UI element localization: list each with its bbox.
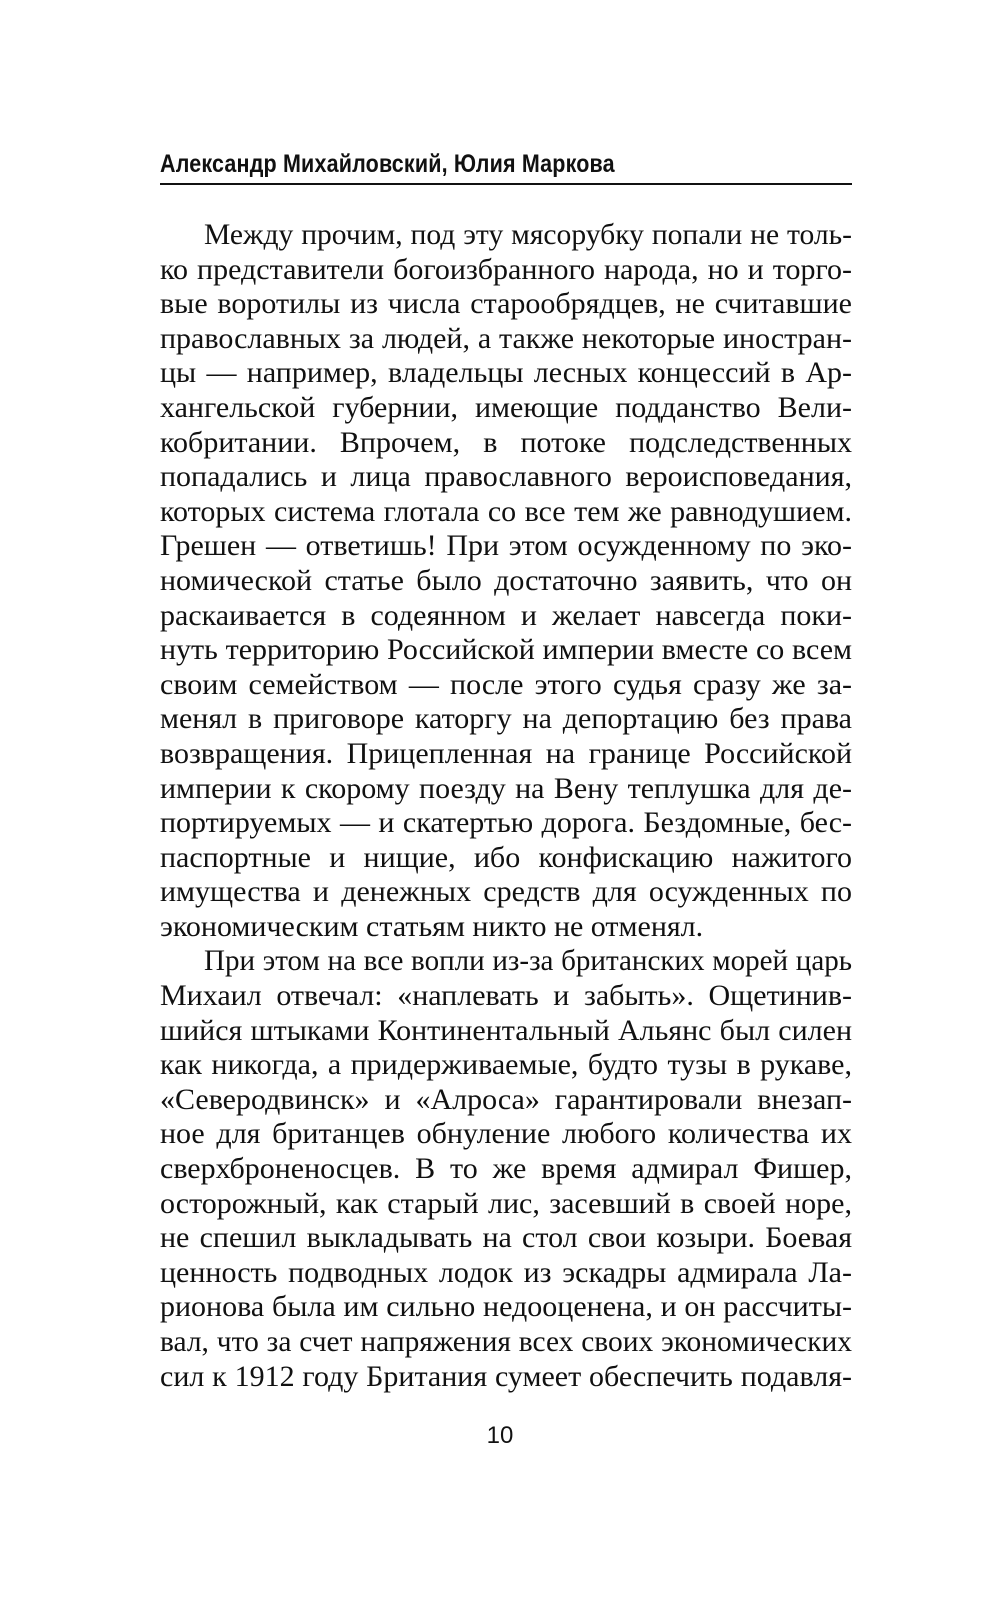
text-line: «Северодвинск» и «Алроса» гарантировали внезап- [160, 1082, 852, 1116]
paragraph-1 [160, 218, 852, 944]
text-line: менял в приговоре каторгу на депортацию без права [160, 702, 852, 736]
text-line: империи к скорому поезду на Вену теплушка для де- [160, 771, 852, 805]
text-line: вые воротилы из числа старообрядцев, не считавшие [160, 287, 852, 321]
text-line: портируемых — и скатертью дорога. Бездомные, бес- [160, 806, 852, 840]
text-line: раскаивается в содеянном и желает навсегда поки- [160, 598, 852, 632]
text-line: своим семейством — после этого судья сразу же за- [160, 667, 852, 701]
text-line: кобритании. Впрочем, в потоке подследственных [160, 425, 852, 459]
text-line: Между прочим, под эту мясорубку попали не толь- [204, 219, 852, 251]
text-line: При этом на все вопли из-за британских морей царь [204, 945, 852, 978]
text-line: нуть территорию Российской империи вместе со всем [160, 633, 852, 667]
text-line: шийся штыками Континентальный Альянс был силен [160, 1013, 852, 1047]
page-number: 10 [486, 1422, 514, 1449]
text-line: цы — например, владельцы лесных концессий в Ар- [160, 356, 852, 390]
running-header [160, 147, 852, 185]
text-line: имущества и денежных средств для осужденных по [160, 875, 852, 909]
text-line: осторожный, как старый лис, засевший в своей норе, [160, 1186, 852, 1220]
body-text [160, 218, 852, 1394]
paragraph-2 [160, 944, 852, 1394]
text-line: Михаил отвечал: «наплевать и забыть». Ощетинив- [160, 979, 852, 1013]
text-line: Грешен — ответишь! При этом осужденному по эко- [160, 529, 852, 563]
text-line: сил к 1912 году Британия сумеет обеспечить подавля- [160, 1359, 852, 1393]
text-line: попадались и лица православного вероисповедания, [160, 460, 852, 494]
text-line: вал, что за счет напряжения всех своих экономических [160, 1326, 852, 1358]
text-line: хангельской губернии, имеющие подданство Вели- [160, 390, 852, 424]
text-line: как никогда, а придерживаемые, будто тузы в рукаве, [160, 1048, 852, 1082]
text-line: ценность подводных лодок из эскадры адмирала Ла- [160, 1255, 852, 1289]
text-line: не спешил выкладывать на стол свои козыри. Боевая [160, 1221, 852, 1255]
running-header-title: Александр Михайловский, Юлия Маркова [160, 150, 615, 178]
text-line: православных за людей, а также некоторые иностран- [160, 321, 852, 355]
text-line: возвращения. Прицепленная на границе Российской [160, 736, 852, 770]
text-line: номической статье было достаточно заявить, что он [160, 563, 852, 597]
text-line: которых система глотала со все тем же равнодушием. [160, 494, 852, 528]
text-line: ное для британцев обнуление любого количества их [160, 1117, 852, 1151]
text-line: сверхброненосцев. В то же время адмирал Фишер, [160, 1152, 852, 1186]
text-line: ко представители богоизбранного народа, но и торго- [160, 252, 852, 286]
text-line: паспортные и нищие, ибо конфискацию нажитого [160, 840, 852, 874]
text-line: рионова была им сильно недооценена, и он рассчиты- [160, 1290, 852, 1324]
text-line: экономическим статьям никто не отменял. [160, 909, 704, 943]
